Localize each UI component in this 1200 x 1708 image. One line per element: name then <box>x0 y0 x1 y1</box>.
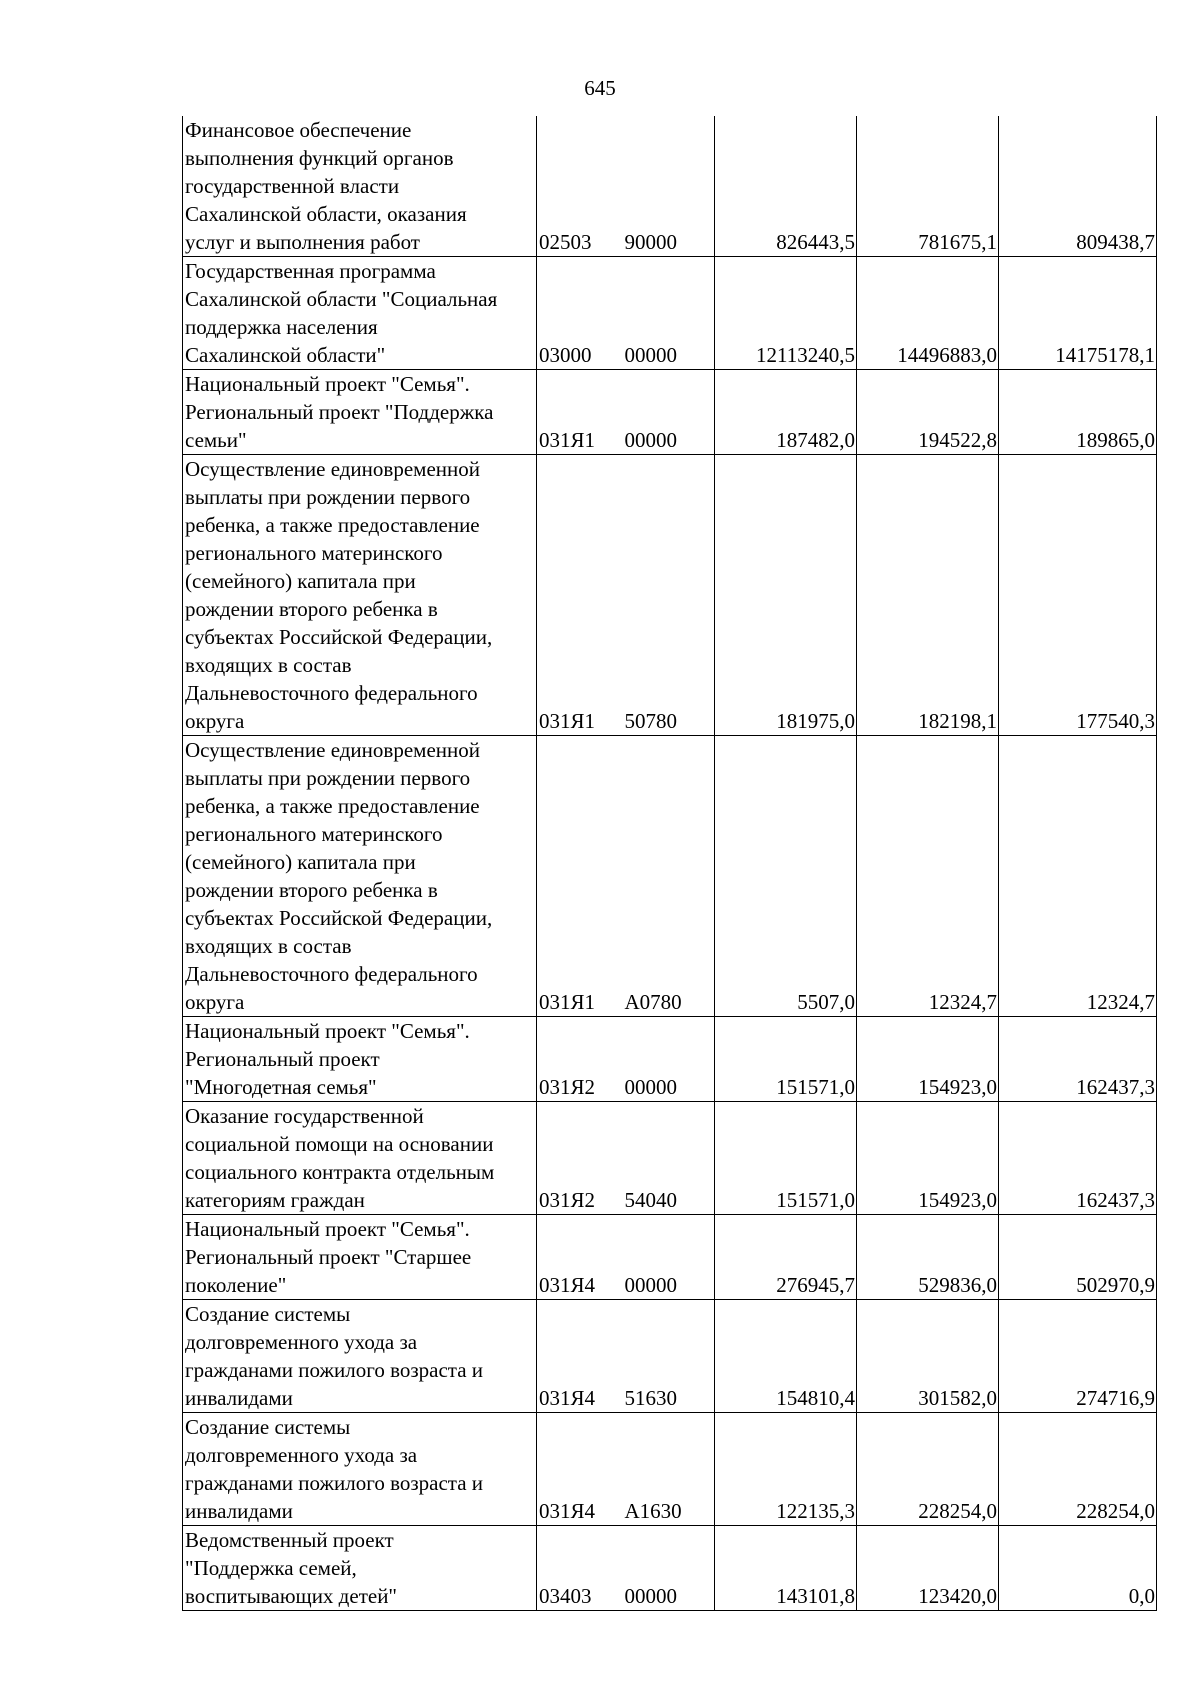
target-article-direction-cell: 00000 <box>623 370 715 455</box>
table-row <box>183 257 1157 370</box>
amount-year-1-cell: 143101,8 <box>715 1526 857 1611</box>
target-article-direction-cell: 51630 <box>623 1300 715 1413</box>
target-article-program-cell: 031Я1 <box>537 736 623 1017</box>
amount-year-1-cell: 154810,4 <box>715 1300 857 1413</box>
target-article-program-cell: 03000 <box>537 257 623 370</box>
target-article-program-cell: 02503 <box>537 116 623 257</box>
amount-year-1-cell: 122135,3 <box>715 1413 857 1526</box>
amount-year-3-cell: 274716,9 <box>999 1300 1157 1413</box>
target-article-direction-cell: 50780 <box>623 455 715 736</box>
target-article-program-cell: 031Я2 <box>537 1102 623 1215</box>
target-article-direction-cell: 00000 <box>623 257 715 370</box>
amount-year-1-cell: 826443,5 <box>715 116 857 257</box>
row-name-cell: Национальный проект "Семья". Региональный проект "Многодетная семья" <box>183 1017 537 1102</box>
row-name-cell: Финансовое обеспечение выполнения функций органов государственной власти Сахалинской области, оказания услуг и выполнения работ <box>183 116 537 257</box>
target-article-direction-cell: 00000 <box>623 1526 715 1611</box>
amount-year-3-cell: 0,0 <box>999 1526 1157 1611</box>
budget-table-body <box>183 116 1157 1611</box>
amount-year-1-cell: 151571,0 <box>715 1102 857 1215</box>
amount-year-2-cell: 529836,0 <box>857 1215 999 1300</box>
page-number: 645 <box>584 76 616 100</box>
amount-year-3-cell: 162437,3 <box>999 1017 1157 1102</box>
target-article-program-cell: 031Я1 <box>537 455 623 736</box>
amount-year-2-cell: 12324,7 <box>857 736 999 1017</box>
amount-year-2-cell: 228254,0 <box>857 1413 999 1526</box>
amount-year-3-cell: 12324,7 <box>999 736 1157 1017</box>
amount-year-1-cell: 12113240,5 <box>715 257 857 370</box>
table-row <box>183 116 1157 257</box>
target-article-program-cell: 031Я4 <box>537 1413 623 1526</box>
target-article-direction-cell: 00000 <box>623 1017 715 1102</box>
target-article-direction-cell: 00000 <box>623 1215 715 1300</box>
row-name-cell: Создание системы долговременного ухода за гражданами пожилого возраста и инвалидами <box>183 1413 537 1526</box>
target-article-direction-cell: А1630 <box>623 1413 715 1526</box>
row-name-cell: Национальный проект "Семья". Региональный проект "Поддержка семьи" <box>183 370 537 455</box>
table-row <box>183 1413 1157 1526</box>
table-row <box>183 1526 1157 1611</box>
row-name-cell: Осуществление единовременной выплаты при рождении первого ребенка, а также предоставление регионального материнского (семейного) капитала при рождении второго ребенка в субъектах Российской Федерации, входящих в состав Дальневосточного федерального округа <box>183 455 537 736</box>
amount-year-3-cell: 162437,3 <box>999 1102 1157 1215</box>
amount-year-1-cell: 187482,0 <box>715 370 857 455</box>
amount-year-2-cell: 182198,1 <box>857 455 999 736</box>
amount-year-2-cell: 194522,8 <box>857 370 999 455</box>
amount-year-2-cell: 123420,0 <box>857 1526 999 1611</box>
budget-table <box>182 116 1157 1611</box>
table-row <box>183 1215 1157 1300</box>
amount-year-2-cell: 154923,0 <box>857 1017 999 1102</box>
table-row <box>183 370 1157 455</box>
table-row <box>183 1300 1157 1413</box>
amount-year-1-cell: 181975,0 <box>715 455 857 736</box>
target-article-direction-cell: 54040 <box>623 1102 715 1215</box>
amount-year-2-cell: 301582,0 <box>857 1300 999 1413</box>
target-article-program-cell: 031Я4 <box>537 1300 623 1413</box>
amount-year-2-cell: 14496883,0 <box>857 257 999 370</box>
target-article-direction-cell: А0780 <box>623 736 715 1017</box>
amount-year-1-cell: 276945,7 <box>715 1215 857 1300</box>
row-name-cell: Создание системы долговременного ухода за гражданами пожилого возраста и инвалидами <box>183 1300 537 1413</box>
target-article-program-cell: 03403 <box>537 1526 623 1611</box>
amount-year-3-cell: 502970,9 <box>999 1215 1157 1300</box>
amount-year-2-cell: 781675,1 <box>857 116 999 257</box>
table-row <box>183 455 1157 736</box>
table-row <box>183 1102 1157 1215</box>
table-row <box>183 1017 1157 1102</box>
amount-year-3-cell: 809438,7 <box>999 116 1157 257</box>
amount-year-1-cell: 151571,0 <box>715 1017 857 1102</box>
amount-year-3-cell: 177540,3 <box>999 455 1157 736</box>
amount-year-3-cell: 14175178,1 <box>999 257 1157 370</box>
row-name-cell: Ведомственный проект "Поддержка семей, воспитывающих детей" <box>183 1526 537 1611</box>
table-row <box>183 736 1157 1017</box>
row-name-cell: Оказание государственной социальной помощи на основании социального контракта отдельным категориям граждан <box>183 1102 537 1215</box>
amount-year-1-cell: 5507,0 <box>715 736 857 1017</box>
target-article-program-cell: 031Я4 <box>537 1215 623 1300</box>
amount-year-3-cell: 228254,0 <box>999 1413 1157 1526</box>
row-name-cell: Осуществление единовременной выплаты при рождении первого ребенка, а также предоставление регионального материнского (семейного) капитала при рождении второго ребенка в субъектах Российской Федерации, входящих в состав Дальневосточного федерального округа <box>183 736 537 1017</box>
target-article-program-cell: 031Я2 <box>537 1017 623 1102</box>
amount-year-3-cell: 189865,0 <box>999 370 1157 455</box>
row-name-cell: Национальный проект "Семья". Региональный проект "Старшее поколение" <box>183 1215 537 1300</box>
row-name-cell: Государственная программа Сахалинской области "Социальная поддержка населения Сахалинской области" <box>183 257 537 370</box>
amount-year-2-cell: 154923,0 <box>857 1102 999 1215</box>
target-article-program-cell: 031Я1 <box>537 370 623 455</box>
target-article-direction-cell: 90000 <box>623 116 715 257</box>
